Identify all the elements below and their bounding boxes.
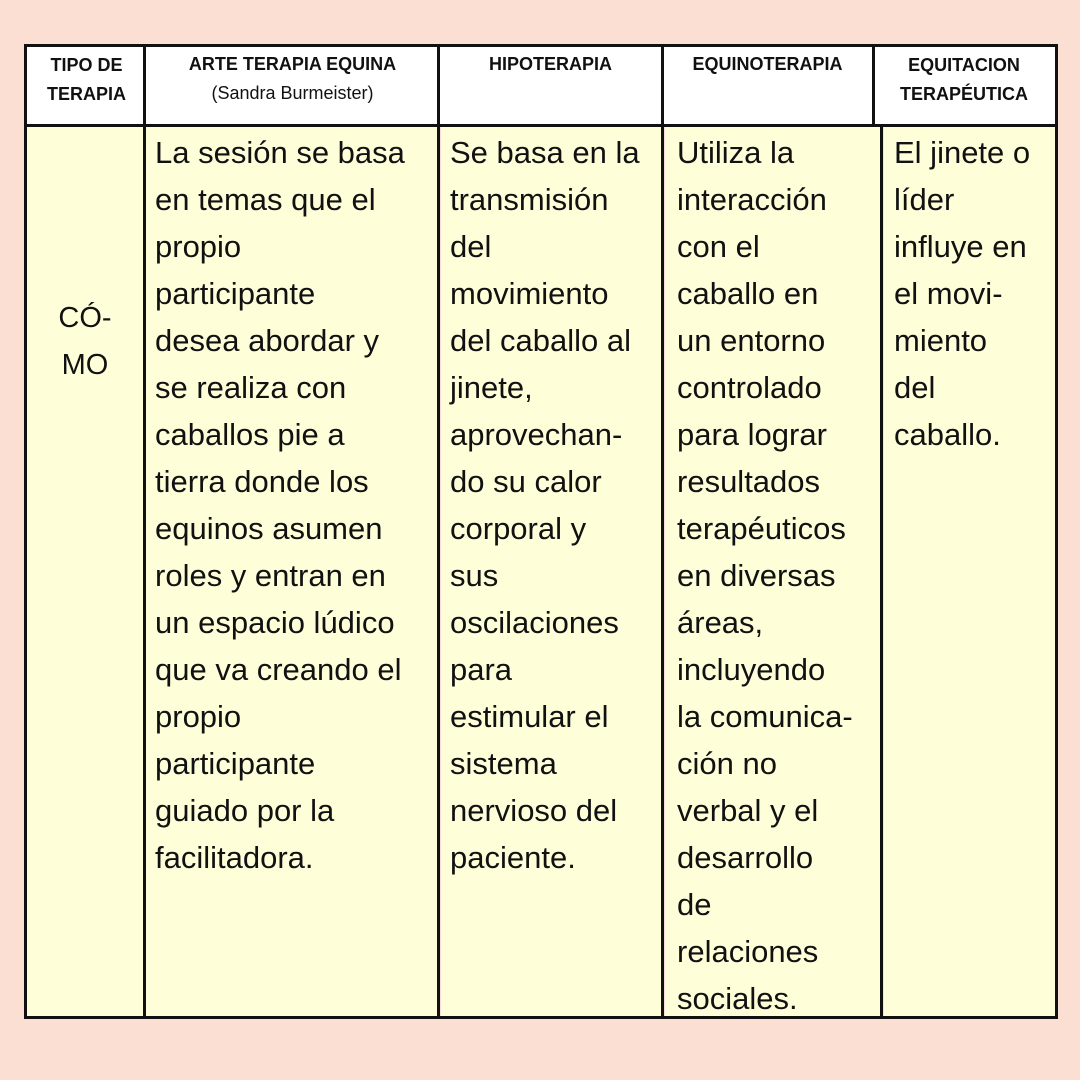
cell-equitacion-terapeutica: El jinete o líder influye en el movi- miento del caballo. — [884, 127, 1055, 1016]
therapy-comparison-table — [24, 44, 1058, 1019]
header-divider — [27, 124, 1055, 127]
divider-col-4-body — [880, 124, 883, 1016]
header-arte-terapia-equina-title: ARTE TERAPIA EQUINA — [188, 54, 397, 74]
cell-arte-terapia-equina: La sesión se basa en temas que el propio participante desea abordar y se realiza con caballos pie a tierra donde los equinos asumen roles y entran en un espacio lúdico que va creando el propio participante guiado por la facilitadora. — [146, 127, 439, 1016]
cell-equinoterapia: Utiliza la interacción con el caballo en un entorno controlado para lograr resultados terapéuticos en diversas áreas, incluyendo la comunica- ción no verbal y el desarrollo de relaciones sociales. — [665, 127, 882, 1016]
cell-hipoterapia: Se basa en la transmisión del movimiento del caballo al jinete, aprovechan- do su calor corporal y sus oscilaciones para estimular el sistema nervioso del paciente. — [441, 127, 662, 1016]
divider-col-1 — [143, 47, 146, 1016]
header-equitacion-terapeutica: EQUITACION TERAPÉUTICA — [873, 47, 1055, 124]
divider-col-2 — [437, 47, 440, 1016]
divider-col-4-header — [872, 47, 875, 124]
header-tipo-de-terapia: TIPO DE TERAPIA — [27, 47, 146, 124]
header-equinoterapia: EQUINOTERAPIA — [662, 47, 873, 124]
row-label-como: CÓ- MO — [27, 127, 143, 1016]
header-arte-terapia-equina — [146, 47, 439, 124]
divider-col-3 — [661, 47, 664, 1016]
header-arte-terapia-equina-subtitle: (Sandra Burmeister) — [211, 83, 374, 103]
header-hipoterapia: HIPOTERAPIA — [439, 47, 662, 124]
